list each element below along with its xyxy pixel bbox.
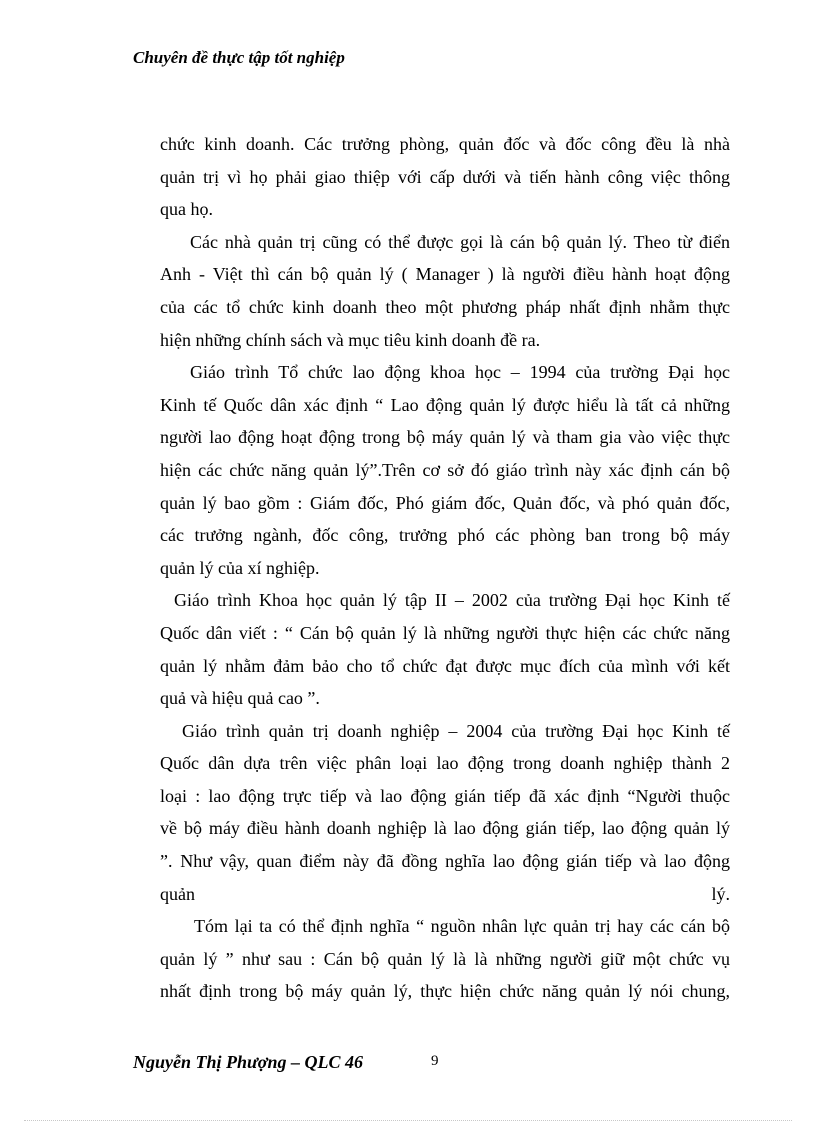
text-line: Kinh tế Quốc dân xác định “ Lao động quản lý được hiểu là tất cả những (160, 394, 730, 415)
text-line: về bộ máy điều hành doanh nghiệp là lao động gián tiếp, lao động quản lý (160, 818, 730, 839)
text-line: quản lý nhằm đảm bảo cho tổ chức đạt được mục đích của mình với kết (160, 655, 730, 676)
page-bottom-divider (24, 1120, 792, 1121)
text-line-end: lý. (711, 883, 730, 904)
text-line-start: quản (160, 883, 195, 904)
text-line: qua họ. (160, 199, 213, 220)
text-line-split (160, 878, 730, 911)
text-line: quản lý ” như sau : Cán bộ quản lý là là những người giữ một chức vụ (160, 948, 730, 969)
text-line: chức kinh doanh. Các trưởng phòng, quản đốc và đốc công đều là nhà (160, 134, 730, 154)
text-line: người lao động hoạt động trong bộ máy quản lý và tham gia vào việc thực (160, 427, 730, 448)
text-line: Quốc dân dựa trên việc phân loại lao động trong doanh nghiệp thành 2 (160, 753, 730, 774)
page-header-title: Chuyên đề thực tập tốt nghiệp (133, 48, 345, 67)
page-number: 9 (431, 1053, 439, 1069)
text-line: Giáo trình Khoa học quản lý tập II – 2002 của trường Đại học Kinh tế (174, 590, 730, 611)
text-line: ”. Như vậy, quan điểm này đã đồng nghĩa lao động gián tiếp và lao động (160, 851, 730, 872)
document-body (160, 128, 730, 1008)
text-line: quản trị vì họ phải giao thiệp với cấp dưới và tiến hành công việc thông (160, 166, 730, 187)
text-line: Anh - Việt thì cán bộ quản lý ( Manager ) là người điều hành hoạt động (160, 264, 730, 285)
text-line: Các nhà quản trị cũng có thể được gọi là cán bộ quản lý. Theo từ điển (190, 231, 730, 252)
text-line: các trưởng ngành, đốc công, trưởng phó các phòng ban trong bộ máy (160, 525, 730, 546)
text-line: hiện những chính sách và mục tiêu kinh doanh đề ra. (160, 329, 541, 350)
text-line: Giáo trình Tổ chức lao động khoa học – 1994 của trường Đại học (190, 362, 730, 383)
footer-author: Nguyễn Thị Phượng – QLC 46 (133, 1052, 363, 1072)
text-line: nhất định trong bộ máy quản lý, thực hiện chức năng quản lý nói chung, (160, 981, 730, 1002)
text-line: loại : lao động trực tiếp và lao động gián tiếp đã xác định “Người thuộc (160, 785, 730, 806)
text-line: Quốc dân viết : “ Cán bộ quản lý là những người thực hiện các chức năng (160, 622, 730, 643)
text-line: quả và hiệu quả cao ”. (160, 688, 320, 709)
text-line: hiện các chức năng quản lý”.Trên cơ sở đó giáo trình này xác định cán bộ (160, 459, 730, 480)
text-line: Tóm lại ta có thể định nghĩa “ nguồn nhân lực quản trị hay các cán bộ (194, 916, 730, 937)
text-line: của các tổ chức kinh doanh theo một phương pháp nhất định nhằm thực (160, 296, 730, 317)
text-line: Giáo trình quản trị doanh nghiệp – 2004 của trường Đại học Kinh tế (182, 720, 730, 741)
text-line: quản lý của xí nghiệp. (160, 557, 320, 578)
text-line: quản lý bao gồm : Giám đốc, Phó giám đốc, Quản đốc, và phó quản đốc, (160, 492, 730, 513)
